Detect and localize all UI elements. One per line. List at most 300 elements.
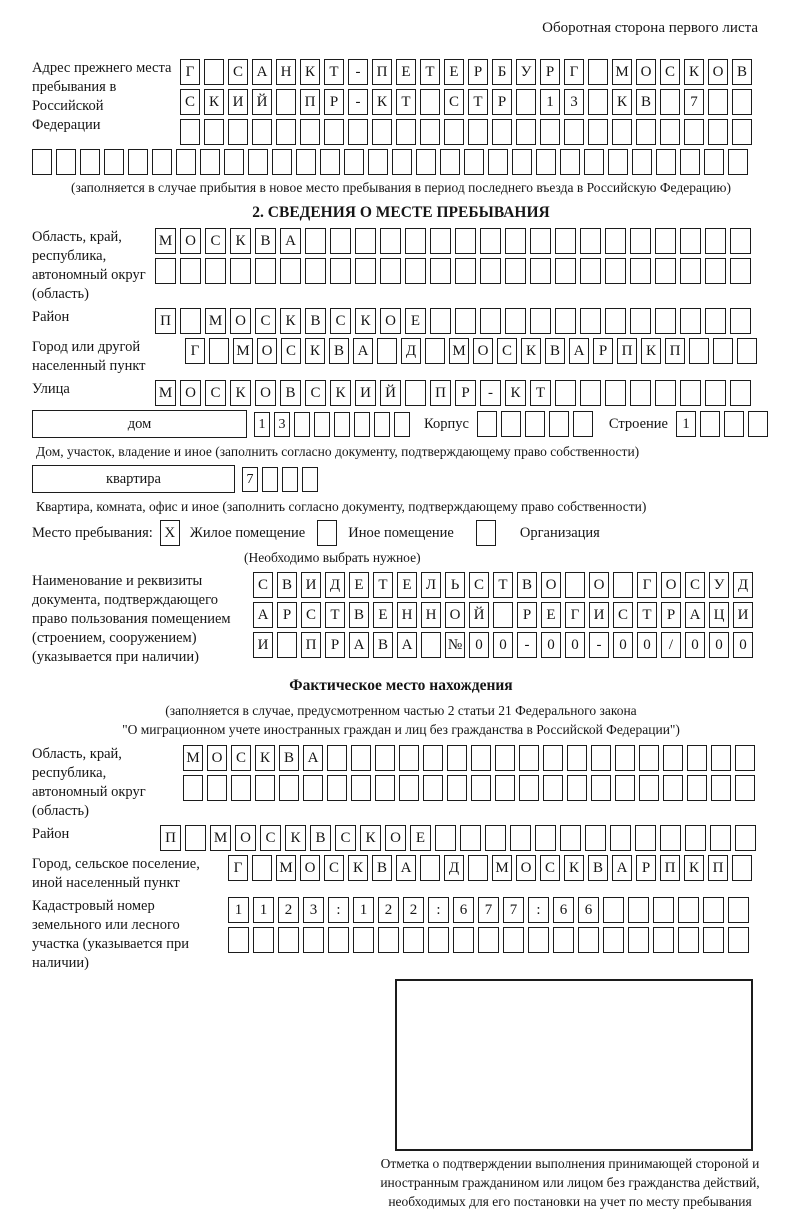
char-cell[interactable]: [351, 775, 371, 801]
char-cell[interactable]: [405, 258, 426, 284]
char-cell[interactable]: Р: [324, 89, 344, 115]
char-cell[interactable]: [528, 927, 549, 953]
char-cell[interactable]: [492, 119, 512, 145]
char-cell[interactable]: О: [589, 572, 609, 598]
char-cell[interactable]: [711, 775, 731, 801]
char-cell[interactable]: [655, 258, 676, 284]
char-cell[interactable]: [588, 119, 608, 145]
char-cell[interactable]: [396, 119, 416, 145]
char-cell[interactable]: [732, 855, 752, 881]
char-cell[interactable]: [628, 897, 649, 923]
char-cell[interactable]: П: [617, 338, 637, 364]
char-cell[interactable]: Р: [517, 602, 537, 628]
char-cell[interactable]: -: [517, 632, 537, 658]
char-cell[interactable]: О: [207, 745, 227, 771]
char-cell[interactable]: С: [205, 228, 226, 254]
char-cell[interactable]: С: [253, 572, 273, 598]
char-cell[interactable]: 1: [676, 411, 696, 437]
char-cell[interactable]: [378, 927, 399, 953]
char-cell[interactable]: [423, 745, 443, 771]
char-cell[interactable]: [252, 855, 272, 881]
char-cell[interactable]: [530, 258, 551, 284]
char-cell[interactable]: [180, 258, 201, 284]
char-cell[interactable]: [351, 745, 371, 771]
char-cell[interactable]: Е: [405, 308, 426, 334]
char-cell[interactable]: О: [180, 380, 201, 406]
char-cell[interactable]: [355, 228, 376, 254]
char-cell[interactable]: С: [330, 308, 351, 334]
char-cell[interactable]: [276, 119, 296, 145]
char-cell[interactable]: Ц: [709, 602, 729, 628]
char-cell[interactable]: 0: [493, 632, 513, 658]
char-cell[interactable]: [591, 775, 611, 801]
char-cell[interactable]: Р: [593, 338, 613, 364]
char-cell[interactable]: [253, 927, 274, 953]
char-cell[interactable]: [471, 745, 491, 771]
char-cell[interactable]: [580, 380, 601, 406]
char-cell[interactable]: А: [569, 338, 589, 364]
char-cell[interactable]: Е: [396, 59, 416, 85]
char-cell[interactable]: С: [255, 308, 276, 334]
char-cell[interactable]: [608, 149, 628, 175]
char-cell[interactable]: [612, 119, 632, 145]
char-cell[interactable]: [700, 411, 720, 437]
char-cell[interactable]: О: [708, 59, 728, 85]
char-cell[interactable]: [555, 228, 576, 254]
char-cell[interactable]: О: [380, 308, 401, 334]
char-cell[interactable]: У: [516, 59, 536, 85]
char-cell[interactable]: И: [301, 572, 321, 598]
char-cell[interactable]: 1: [353, 897, 374, 923]
char-cell[interactable]: А: [396, 855, 416, 881]
char-cell[interactable]: [420, 855, 440, 881]
char-cell[interactable]: К: [360, 825, 381, 851]
char-cell[interactable]: Р: [277, 602, 297, 628]
char-cell[interactable]: М: [276, 855, 296, 881]
char-cell[interactable]: 0: [685, 632, 705, 658]
char-cell[interactable]: [282, 467, 298, 492]
char-cell[interactable]: 1: [254, 412, 270, 437]
char-cell[interactable]: Г: [228, 855, 248, 881]
char-cell[interactable]: [420, 89, 440, 115]
char-cell[interactable]: П: [430, 380, 451, 406]
char-cell[interactable]: [705, 228, 726, 254]
char-cell[interactable]: [228, 927, 249, 953]
char-cell[interactable]: Т: [325, 602, 345, 628]
char-cell[interactable]: [724, 411, 744, 437]
char-cell[interactable]: В: [329, 338, 349, 364]
char-cell[interactable]: [560, 149, 580, 175]
char-cell[interactable]: Т: [324, 59, 344, 85]
char-cell[interactable]: И: [589, 602, 609, 628]
char-cell[interactable]: [399, 775, 419, 801]
char-cell[interactable]: [394, 412, 410, 437]
char-cell[interactable]: [428, 927, 449, 953]
char-cell[interactable]: [678, 897, 699, 923]
char-cell[interactable]: Р: [636, 855, 656, 881]
char-cell[interactable]: С: [231, 745, 251, 771]
char-cell[interactable]: К: [641, 338, 661, 364]
char-cell[interactable]: Л: [421, 572, 441, 598]
char-cell[interactable]: П: [160, 825, 181, 851]
char-cell[interactable]: -: [348, 89, 368, 115]
char-cell[interactable]: [610, 825, 631, 851]
char-cell[interactable]: К: [280, 308, 301, 334]
char-cell[interactable]: К: [564, 855, 584, 881]
char-cell[interactable]: 2: [403, 897, 424, 923]
char-cell[interactable]: 0: [613, 632, 633, 658]
org-checkbox[interactable]: [476, 520, 496, 546]
char-cell[interactable]: С: [205, 380, 226, 406]
char-cell[interactable]: [430, 228, 451, 254]
char-cell[interactable]: Н: [397, 602, 417, 628]
char-cell[interactable]: О: [300, 855, 320, 881]
char-cell[interactable]: Т: [396, 89, 416, 115]
char-cell[interactable]: [680, 308, 701, 334]
char-cell[interactable]: [302, 467, 318, 492]
char-cell[interactable]: 7: [684, 89, 704, 115]
char-cell[interactable]: В: [732, 59, 752, 85]
char-cell[interactable]: [420, 119, 440, 145]
char-cell[interactable]: [748, 411, 768, 437]
char-cell[interactable]: [330, 228, 351, 254]
char-cell[interactable]: :: [528, 897, 549, 923]
char-cell[interactable]: [543, 745, 563, 771]
char-cell[interactable]: [32, 149, 52, 175]
char-cell[interactable]: И: [228, 89, 248, 115]
char-cell[interactable]: В: [349, 602, 369, 628]
char-cell[interactable]: [377, 338, 397, 364]
char-cell[interactable]: [328, 927, 349, 953]
char-cell[interactable]: [655, 308, 676, 334]
char-cell[interactable]: [505, 308, 526, 334]
char-cell[interactable]: С: [497, 338, 517, 364]
char-cell[interactable]: [605, 258, 626, 284]
char-cell[interactable]: [324, 119, 344, 145]
char-cell[interactable]: С: [660, 59, 680, 85]
char-cell[interactable]: [327, 775, 347, 801]
char-cell[interactable]: П: [155, 308, 176, 334]
char-cell[interactable]: [505, 258, 526, 284]
char-cell[interactable]: [447, 745, 467, 771]
char-cell[interactable]: А: [252, 59, 272, 85]
char-cell[interactable]: 3: [274, 412, 290, 437]
char-cell[interactable]: Й: [469, 602, 489, 628]
char-cell[interactable]: К: [330, 380, 351, 406]
char-cell[interactable]: Р: [455, 380, 476, 406]
char-cell[interactable]: [735, 775, 755, 801]
char-cell[interactable]: О: [473, 338, 493, 364]
char-cell[interactable]: И: [253, 632, 273, 658]
char-cell[interactable]: К: [305, 338, 325, 364]
char-cell[interactable]: 2: [378, 897, 399, 923]
char-cell[interactable]: [303, 775, 323, 801]
char-cell[interactable]: [503, 927, 524, 953]
char-cell[interactable]: [591, 745, 611, 771]
char-cell[interactable]: С: [305, 380, 326, 406]
char-cell[interactable]: Н: [276, 59, 296, 85]
char-cell[interactable]: [653, 897, 674, 923]
char-cell[interactable]: 0: [469, 632, 489, 658]
char-cell[interactable]: Т: [493, 572, 513, 598]
char-cell[interactable]: [567, 745, 587, 771]
char-cell[interactable]: [680, 258, 701, 284]
char-cell[interactable]: [516, 89, 536, 115]
char-cell[interactable]: [380, 228, 401, 254]
char-cell[interactable]: О: [385, 825, 406, 851]
char-cell[interactable]: А: [685, 602, 705, 628]
char-cell[interactable]: Р: [468, 59, 488, 85]
char-cell[interactable]: [555, 258, 576, 284]
char-cell[interactable]: [708, 89, 728, 115]
char-cell[interactable]: -: [589, 632, 609, 658]
char-cell[interactable]: 0: [733, 632, 753, 658]
char-cell[interactable]: [453, 927, 474, 953]
char-cell[interactable]: [327, 745, 347, 771]
char-cell[interactable]: [279, 775, 299, 801]
char-cell[interactable]: [660, 119, 680, 145]
char-cell[interactable]: К: [684, 59, 704, 85]
char-cell[interactable]: [430, 258, 451, 284]
char-cell[interactable]: [468, 855, 488, 881]
char-cell[interactable]: И: [733, 602, 753, 628]
char-cell[interactable]: [680, 228, 701, 254]
char-cell[interactable]: [56, 149, 76, 175]
char-cell[interactable]: [314, 412, 330, 437]
char-cell[interactable]: [403, 927, 424, 953]
char-cell[interactable]: [354, 412, 370, 437]
char-cell[interactable]: Г: [565, 602, 585, 628]
char-cell[interactable]: Г: [180, 59, 200, 85]
char-cell[interactable]: В: [305, 308, 326, 334]
char-cell[interactable]: [305, 258, 326, 284]
char-cell[interactable]: 3: [564, 89, 584, 115]
char-cell[interactable]: [512, 149, 532, 175]
char-cell[interactable]: Е: [410, 825, 431, 851]
char-cell[interactable]: К: [505, 380, 526, 406]
char-cell[interactable]: Д: [733, 572, 753, 598]
char-cell[interactable]: С: [324, 855, 344, 881]
char-cell[interactable]: [430, 308, 451, 334]
char-cell[interactable]: [280, 258, 301, 284]
char-cell[interactable]: №: [445, 632, 465, 658]
char-cell[interactable]: [730, 380, 751, 406]
char-cell[interactable]: [732, 89, 752, 115]
char-cell[interactable]: [128, 149, 148, 175]
char-cell[interactable]: Т: [373, 572, 393, 598]
char-cell[interactable]: [678, 927, 699, 953]
char-cell[interactable]: С: [180, 89, 200, 115]
char-cell[interactable]: [505, 228, 526, 254]
char-cell[interactable]: [468, 119, 488, 145]
char-cell[interactable]: [464, 149, 484, 175]
char-cell[interactable]: [296, 149, 316, 175]
char-cell[interactable]: А: [397, 632, 417, 658]
char-cell[interactable]: О: [235, 825, 256, 851]
char-cell[interactable]: [375, 775, 395, 801]
char-cell[interactable]: Р: [540, 59, 560, 85]
char-cell[interactable]: [536, 149, 556, 175]
char-cell[interactable]: В: [310, 825, 331, 851]
char-cell[interactable]: А: [303, 745, 323, 771]
char-cell[interactable]: [663, 745, 683, 771]
char-cell[interactable]: [368, 149, 388, 175]
char-cell[interactable]: -: [348, 59, 368, 85]
char-cell[interactable]: В: [280, 380, 301, 406]
char-cell[interactable]: :: [428, 897, 449, 923]
char-cell[interactable]: [660, 825, 681, 851]
char-cell[interactable]: К: [204, 89, 224, 115]
char-cell[interactable]: 7: [478, 897, 499, 923]
char-cell[interactable]: Т: [468, 89, 488, 115]
char-cell[interactable]: [540, 119, 560, 145]
char-cell[interactable]: [708, 119, 728, 145]
char-cell[interactable]: Н: [421, 602, 441, 628]
char-cell[interactable]: [705, 308, 726, 334]
char-cell[interactable]: К: [372, 89, 392, 115]
char-cell[interactable]: [519, 775, 539, 801]
char-cell[interactable]: [372, 119, 392, 145]
char-cell[interactable]: Е: [541, 602, 561, 628]
char-cell[interactable]: Г: [637, 572, 657, 598]
char-cell[interactable]: [703, 927, 724, 953]
char-cell[interactable]: [207, 775, 227, 801]
char-cell[interactable]: [728, 897, 749, 923]
char-cell[interactable]: [680, 149, 700, 175]
char-cell[interactable]: М: [492, 855, 512, 881]
char-cell[interactable]: [278, 927, 299, 953]
char-cell[interactable]: [405, 228, 426, 254]
char-cell[interactable]: У: [709, 572, 729, 598]
char-cell[interactable]: В: [255, 228, 276, 254]
char-cell[interactable]: [564, 119, 584, 145]
char-cell[interactable]: 1: [540, 89, 560, 115]
char-cell[interactable]: Р: [492, 89, 512, 115]
char-cell[interactable]: [425, 338, 445, 364]
char-cell[interactable]: [480, 228, 501, 254]
char-cell[interactable]: М: [210, 825, 231, 851]
char-cell[interactable]: П: [301, 632, 321, 658]
char-cell[interactable]: [262, 467, 278, 492]
char-cell[interactable]: 1: [228, 897, 249, 923]
char-cell[interactable]: [605, 308, 626, 334]
char-cell[interactable]: [711, 745, 731, 771]
char-cell[interactable]: [176, 149, 196, 175]
char-cell[interactable]: [636, 119, 656, 145]
char-cell[interactable]: К: [684, 855, 704, 881]
char-cell[interactable]: Е: [444, 59, 464, 85]
char-cell[interactable]: [421, 632, 441, 658]
char-cell[interactable]: Е: [373, 602, 393, 628]
char-cell[interactable]: А: [349, 632, 369, 658]
char-cell[interactable]: [603, 897, 624, 923]
char-cell[interactable]: [543, 775, 563, 801]
char-cell[interactable]: [565, 572, 585, 598]
char-cell[interactable]: [455, 258, 476, 284]
char-cell[interactable]: С: [613, 602, 633, 628]
char-cell[interactable]: 0: [565, 632, 585, 658]
char-cell[interactable]: [480, 308, 501, 334]
char-cell[interactable]: К: [521, 338, 541, 364]
char-cell[interactable]: В: [517, 572, 537, 598]
char-cell[interactable]: О: [516, 855, 536, 881]
char-cell[interactable]: К: [355, 308, 376, 334]
char-cell[interactable]: М: [449, 338, 469, 364]
char-cell[interactable]: [573, 411, 593, 437]
char-cell[interactable]: [704, 149, 724, 175]
char-cell[interactable]: Е: [397, 572, 417, 598]
char-cell[interactable]: [471, 775, 491, 801]
char-cell[interactable]: [252, 119, 272, 145]
char-cell[interactable]: [435, 825, 456, 851]
char-cell[interactable]: [525, 411, 545, 437]
char-cell[interactable]: [530, 308, 551, 334]
char-cell[interactable]: [495, 745, 515, 771]
char-cell[interactable]: [460, 825, 481, 851]
char-cell[interactable]: С: [260, 825, 281, 851]
char-cell[interactable]: [209, 338, 229, 364]
char-cell[interactable]: [355, 258, 376, 284]
char-cell[interactable]: [303, 927, 324, 953]
char-cell[interactable]: 0: [709, 632, 729, 658]
char-cell[interactable]: [374, 412, 390, 437]
char-cell[interactable]: [510, 825, 531, 851]
char-cell[interactable]: Д: [401, 338, 421, 364]
char-cell[interactable]: [660, 89, 680, 115]
char-cell[interactable]: И: [355, 380, 376, 406]
char-cell[interactable]: А: [280, 228, 301, 254]
char-cell[interactable]: Г: [564, 59, 584, 85]
char-cell[interactable]: [555, 380, 576, 406]
char-cell[interactable]: [344, 149, 364, 175]
char-cell[interactable]: [320, 149, 340, 175]
char-cell[interactable]: [455, 228, 476, 254]
char-cell[interactable]: [584, 149, 604, 175]
char-cell[interactable]: [185, 825, 206, 851]
char-cell[interactable]: [737, 338, 757, 364]
char-cell[interactable]: [330, 258, 351, 284]
char-cell[interactable]: [687, 775, 707, 801]
char-cell[interactable]: -: [480, 380, 501, 406]
char-cell[interactable]: О: [636, 59, 656, 85]
char-cell[interactable]: [553, 927, 574, 953]
char-cell[interactable]: [632, 149, 652, 175]
char-cell[interactable]: [663, 775, 683, 801]
char-cell[interactable]: [710, 825, 731, 851]
char-cell[interactable]: О: [230, 308, 251, 334]
char-cell[interactable]: [485, 825, 506, 851]
char-cell[interactable]: Р: [661, 602, 681, 628]
char-cell[interactable]: [560, 825, 581, 851]
char-cell[interactable]: [588, 89, 608, 115]
char-cell[interactable]: [104, 149, 124, 175]
zhiloe-checkbox[interactable]: X: [160, 520, 180, 546]
char-cell[interactable]: П: [665, 338, 685, 364]
char-cell[interactable]: А: [353, 338, 373, 364]
char-cell[interactable]: С: [540, 855, 560, 881]
char-cell[interactable]: [603, 927, 624, 953]
char-cell[interactable]: [705, 380, 726, 406]
char-cell[interactable]: [585, 825, 606, 851]
char-cell[interactable]: [705, 258, 726, 284]
char-cell[interactable]: [255, 258, 276, 284]
char-cell[interactable]: [334, 412, 350, 437]
char-cell[interactable]: В: [372, 855, 392, 881]
char-cell[interactable]: О: [445, 602, 465, 628]
char-cell[interactable]: [353, 927, 374, 953]
char-cell[interactable]: О: [180, 228, 201, 254]
char-cell[interactable]: [204, 59, 224, 85]
